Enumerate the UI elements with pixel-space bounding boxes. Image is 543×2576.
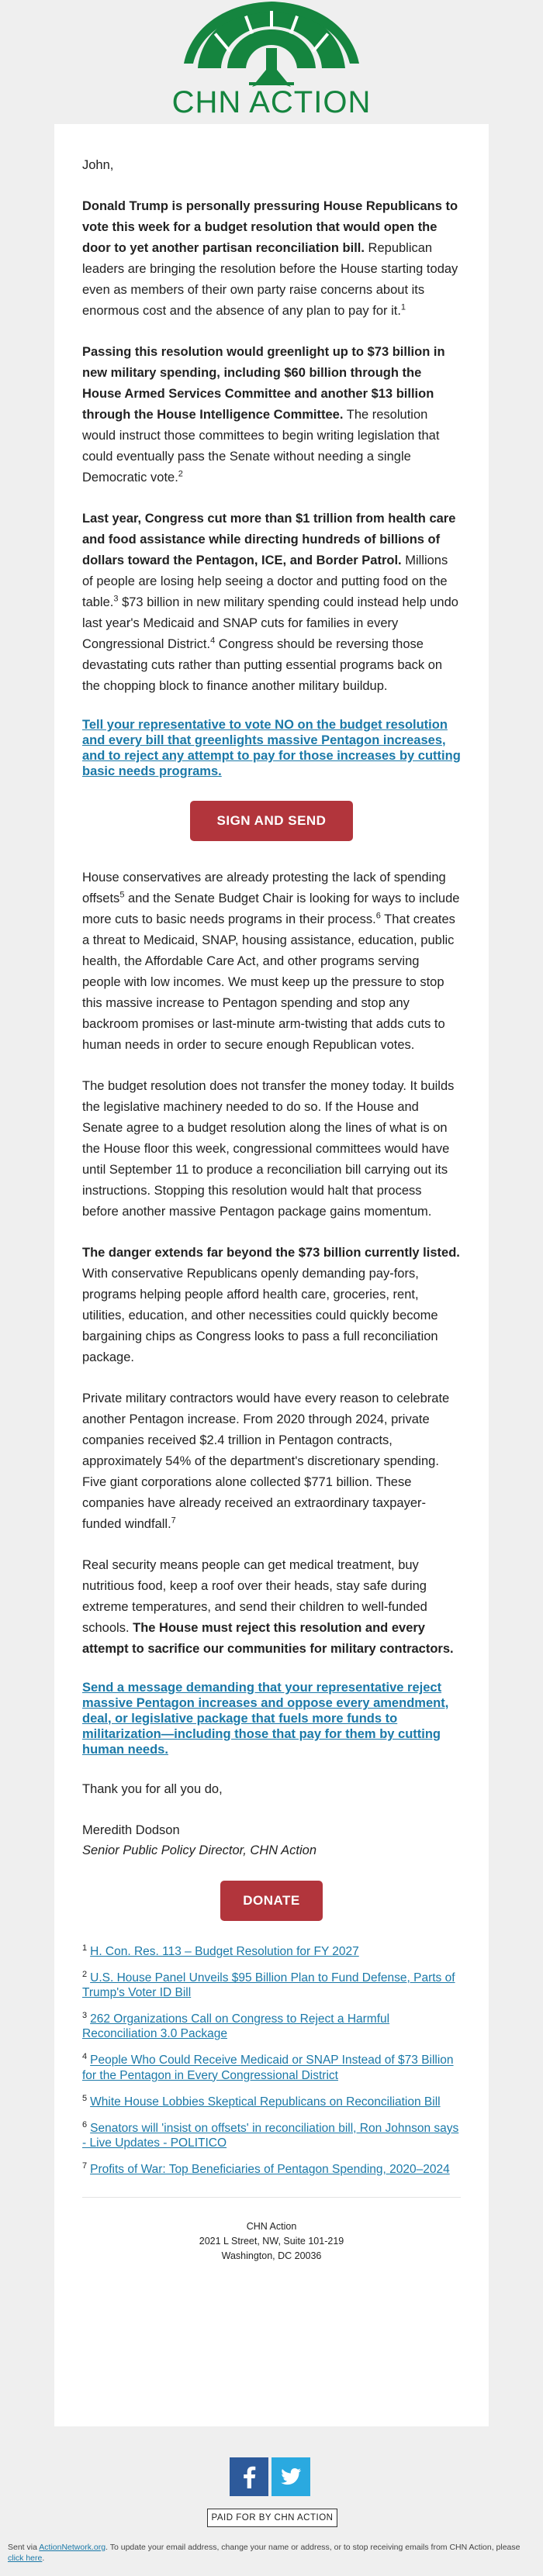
footer-text-c: . xyxy=(42,2554,45,2563)
footer-text-b: . To update your email address, change your name or address, or to stop receiving emails from CHN Action, please xyxy=(105,2543,521,2552)
address-org: CHN Action xyxy=(246,2221,297,2233)
address-street: 2021 L Street, NW, Suite 101-219 xyxy=(199,2236,344,2247)
paragraph-2 xyxy=(82,342,461,488)
social-links xyxy=(230,2457,313,2496)
brand-name: CHN ACTION xyxy=(171,85,372,119)
header-logo xyxy=(0,0,543,124)
greeting: John, xyxy=(82,158,114,172)
email-card xyxy=(54,124,489,2426)
footer-note xyxy=(8,2542,535,2564)
footnote-link[interactable]: Senators will 'insist on offsets' in reconciliation bill, Ron Johnson says - Live Updates - POLITICO xyxy=(82,2121,459,2150)
paragraph-8-bold: The House must reject this resolution and every attempt to sacrifice our communities for military contractors. xyxy=(82,1621,454,1656)
footnote-item xyxy=(82,2159,461,2177)
cta-link-tell-representative[interactable]: Tell your representative to vote NO on the budget resolution and every bill that greenlights massive Pentagon increases, and to reject any attempt to pay for those increases by cutting basic needs programs. xyxy=(82,718,461,778)
twitter-icon[interactable] xyxy=(272,2457,310,2496)
paragraph-2-text: The resolution would instruct those committees to begin writing legislation that could eventually pass the Senate without needing a single Democratic vote. xyxy=(82,408,440,485)
paragraph-6-bold: The danger extends far beyond the $73 billion currently listed. xyxy=(82,1246,460,1260)
footnote-ref: 5 xyxy=(119,890,125,900)
tree-logo-icon xyxy=(175,0,368,89)
footnote-link[interactable]: U.S. House Panel Unveils $95 Billion Plan to Fund Defense, Parts of Trump's Voter ID Bill xyxy=(82,1971,455,2000)
footnote-link[interactable]: People Who Could Receive Medicaid or SNAP Instead of $73 Billion for the Pentagon in Every Congressional District xyxy=(82,2054,454,2082)
divider xyxy=(82,2197,461,2198)
footnote-item xyxy=(82,1941,461,1959)
signer-name: Meredith Dodson xyxy=(82,1823,180,1837)
paragraph-8-text: Real security means people can get medical treatment, buy nutritious food, keep a roof over their heads, stay safe during extreme temperatures, and send their children to well-funded schools. xyxy=(82,1558,427,1635)
paragraph-4 xyxy=(82,867,461,1056)
footnote-item xyxy=(82,2009,461,2041)
paragraph-3 xyxy=(82,509,461,697)
footnote-number: 4 xyxy=(82,2052,88,2062)
footnote-number: 2 xyxy=(82,1970,88,1980)
footnotes-list xyxy=(82,1941,461,2177)
footnote-ref: 4 xyxy=(210,636,216,646)
footnote-link[interactable]: White House Lobbies Skeptical Republicans on Reconciliation Bill xyxy=(90,2095,441,2109)
footnote-item xyxy=(82,2091,461,2109)
paragraph-3-text-b: $73 billion in new military spending could instead help undo last year's Medicaid and SNAP cuts for families in every Congressional District. xyxy=(82,595,458,651)
footnote-ref: 6 xyxy=(375,911,381,921)
facebook-icon[interactable] xyxy=(230,2457,268,2496)
footnote-ref: 1 xyxy=(400,302,406,312)
unsubscribe-link[interactable]: click here xyxy=(8,2554,43,2563)
footer-text-a: Sent via xyxy=(8,2543,40,2552)
paragraph-2-bold: Passing this resolution would greenlight up to $73 billion in new military spending, including $60 billion through the House Armed Services Committee and another $13 billion through the House Intelligence Committee. xyxy=(82,345,445,422)
paragraph-3-text-c: Congress should be reversing those devastating cuts rather than putting essential programs back on the chopping block to finance another military buildup. xyxy=(82,637,443,693)
paragraph-1 xyxy=(82,196,461,322)
footnote-number: 6 xyxy=(82,2119,88,2129)
footnote-ref: 3 xyxy=(113,594,119,604)
paragraph-5: The budget resolution does not transfer the money today. It builds the legislative machinery needed to do so. If the House and Senate agree to a budget resolution along the lines of what is on the House floor this week, congressional committees would have until September 11 to produce a reconciliation bill carrying out its instructions. Stopping this resolution would halt that process before another massive Pentagon package gains momentum. xyxy=(82,1079,455,1219)
paragraph-4-text-c: That creates a threat to Medicaid, SNAP, housing assistance, education, public health, the Affordable Care Act, and other programs serving people with low incomes. We must keep up the pressure to stop this massive increase to Pentagon spending and stop any backroom promises or last-minute arm-twisting that adds cuts to human needs in order to secure enough Republican votes. xyxy=(82,912,455,1052)
footnote-item xyxy=(82,2050,461,2082)
actionnetwork-link[interactable]: ActionNetwork.org xyxy=(39,2543,106,2552)
footnote-ref: 2 xyxy=(178,469,183,479)
paragraph-4-text-b: and the Senate Budget Chair is looking for ways to include more cuts to basic needs programs in their process. xyxy=(82,891,460,926)
footnote-number: 5 xyxy=(82,2093,88,2103)
cta-link-send-message[interactable]: Send a message demanding that your representative reject massive Pentagon increases and oppose every amendment, deal, or legislative package that fuels more funds to militarization—including those that pay for them by cutting human needs. xyxy=(82,1681,449,1757)
paragraph-6 xyxy=(82,1243,461,1368)
paragraph-3-bold: Last year, Congress cut more than $1 trillion from health care and food assistance while directing hundreds of billions of dollars toward the Pentagon, ICE, and Border Patrol. xyxy=(82,512,456,567)
paragraph-1-text: Republican leaders are bringing the resolution before the House starting today even as members of their own party raise concerns about its enormous cost and the absence of any plan to pay for it. xyxy=(82,241,458,318)
footnote-item xyxy=(82,1967,461,2000)
closing-thanks: Thank you for all you do, xyxy=(82,1782,223,1796)
paid-for-disclaimer: PAID FOR BY CHN ACTION xyxy=(207,2509,337,2527)
mailing-address xyxy=(82,2219,461,2264)
signer-title: Senior Public Policy Director, CHN Action xyxy=(82,1843,316,1857)
donate-button[interactable]: DONATE xyxy=(220,1881,323,1921)
paragraph-4-text-a: House conservatives are already protesting the lack of spending offsets xyxy=(82,871,446,905)
paragraph-7 xyxy=(82,1388,461,1535)
footnote-link[interactable]: 262 Organizations Call on Congress to Reject a Harmful Reconciliation 3.0 Package xyxy=(82,2012,390,2041)
footnote-link[interactable]: H. Con. Res. 113 – Budget Resolution for FY 2027 xyxy=(90,1945,359,1959)
sign-and-send-button[interactable]: SIGN AND SEND xyxy=(190,801,353,841)
paragraph-8 xyxy=(82,1555,461,1660)
address-city: Washington, DC 20036 xyxy=(221,2250,322,2262)
paragraph-3-text-a: Millions of people are losing help seeing a doctor and putting food on the table. xyxy=(82,553,448,609)
footnote-number: 1 xyxy=(82,1943,88,1953)
paragraph-1-bold: Donald Trump is personally pressuring House Republicans to vote this week for a budget resolution that would open the door to yet another partisan reconciliation bill. xyxy=(82,199,458,255)
footnote-number: 7 xyxy=(82,2160,88,2171)
footnote-number: 3 xyxy=(82,2011,88,2021)
footnote-item xyxy=(82,2118,461,2150)
paragraph-7-text: Private military contractors would have every reason to celebrate another Pentagon increase. From 2020 through 2024, private companies received $2.4 trillion in Pentagon contracts, approximately 54% of the department's discretionary spending. Five giant corporations alone collected $771 billion. These companies have already received an extraordinary taxpayer-funded windfall. xyxy=(82,1391,450,1531)
footnote-link[interactable]: Profits of War: Top Beneficiaries of Pentagon Spending, 2020–2024 xyxy=(90,2163,450,2177)
footnote-ref: 7 xyxy=(171,1516,176,1526)
paragraph-6-text: With conservative Republicans openly demanding pay-fors, programs helping people afford health care, groceries, rent, utilities, education, and other necessities could quickly become bargaining chips as Congress looks to pass a full reconciliation package. xyxy=(82,1267,438,1364)
